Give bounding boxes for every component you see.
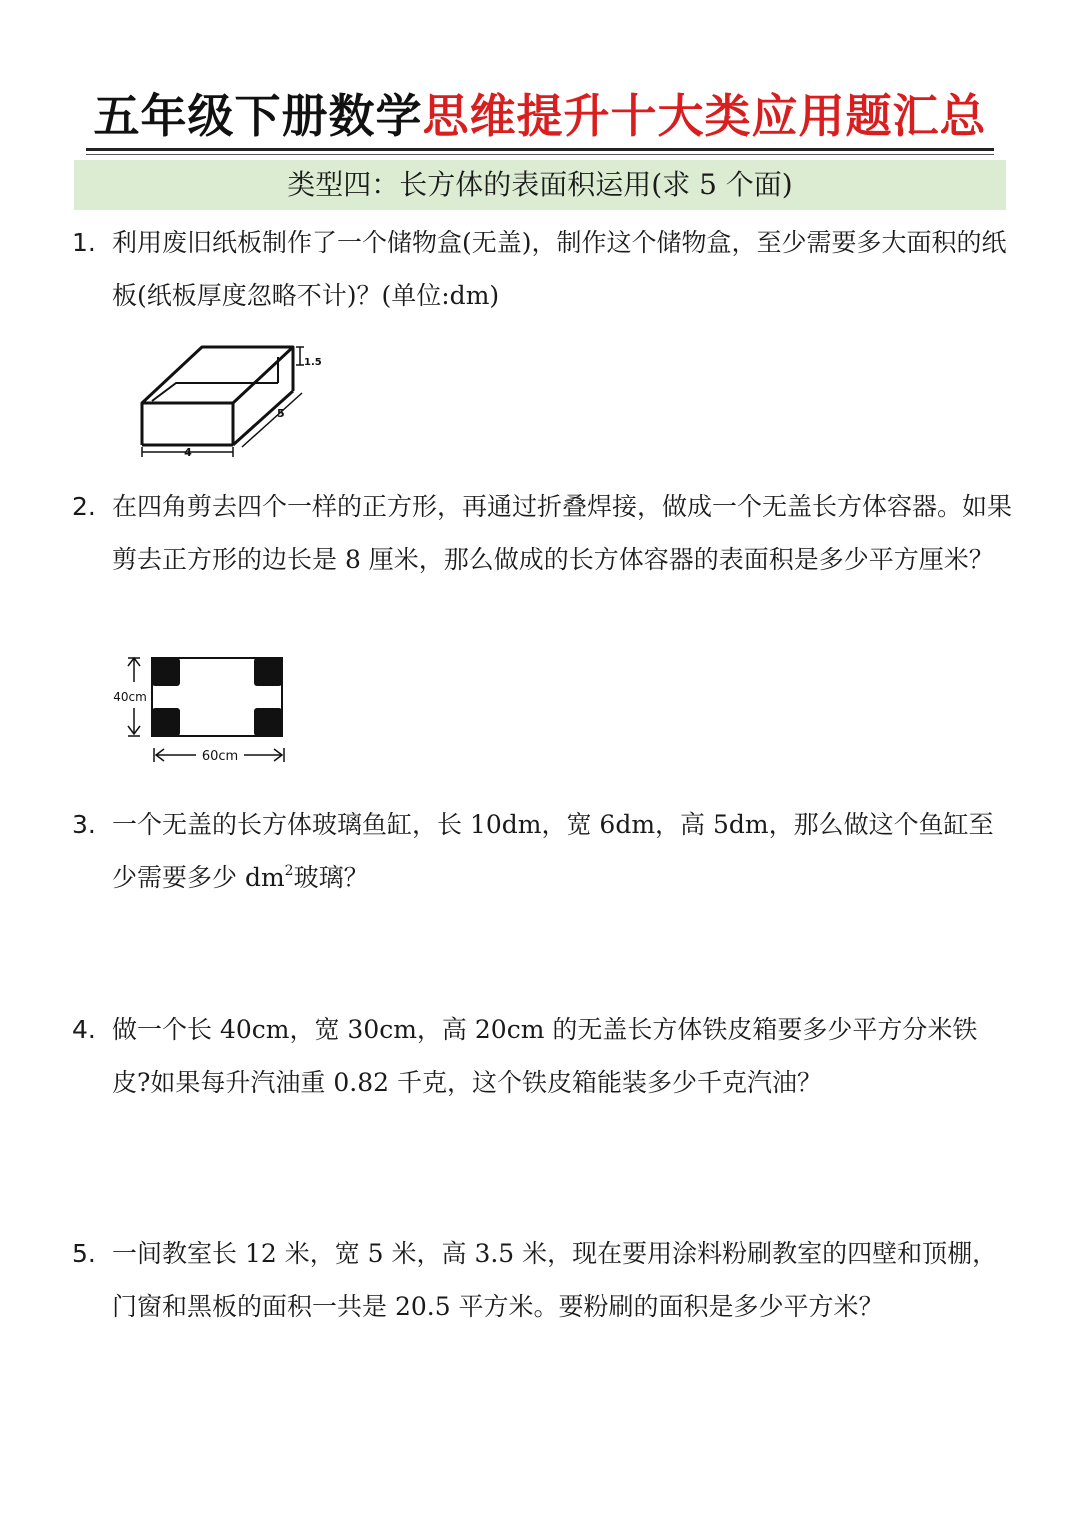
width-label: 5 [277, 407, 285, 420]
question-5 [72, 1227, 1012, 1333]
section-banner: 类型四：长方体的表面积运用(求 5 个面) [74, 160, 1006, 210]
corner-square [254, 658, 282, 686]
height-label: 1.5 [304, 357, 322, 368]
open-box-figure [130, 335, 330, 460]
question-number: 2. [72, 492, 96, 521]
question-text: 在四角剪去四个一样的正方形，再通过折叠焊接，做成一个无盖长方体容器。如果剪去正方形的边长是 8 厘米，那么做成的长方体容器的表面积是多少平方厘米？ [112, 492, 1013, 574]
corner-square [254, 708, 282, 736]
question-1 [72, 216, 1012, 322]
sheet-height-label: 40cm [113, 690, 147, 704]
corner-square [152, 658, 180, 686]
question-text: 做一个长 40cm，宽 30cm，高 20cm 的无盖长方体铁皮箱要多少平方分米铁皮?如果每升汽油重 0.82 千克，这个铁皮箱能装多少千克汽油？ [112, 1015, 978, 1097]
sheet-width-label: 60cm [201, 749, 239, 764]
sheet-cut-corners-figure [108, 650, 298, 770]
page-title [0, 86, 1080, 146]
question-2 [72, 480, 1012, 586]
question-text-part: 玻璃？ [293, 863, 369, 892]
title-underline-thin [86, 154, 994, 155]
title-black-part: 五年级下册数学 [93, 89, 423, 143]
question-number: 3. [72, 810, 96, 839]
length-label: 4 [184, 446, 192, 459]
question-3 [72, 798, 1012, 904]
question-text [112, 798, 1012, 904]
question-text: 一间教室长 12 米，宽 5 米，高 3.5 米，现在要用涂料粉刷教室的四壁和顶棚，门窗和黑板的面积一共是 20.5 平方米。要粉刷的面积是多少平方米？ [112, 1239, 998, 1321]
superscript: 2 [284, 863, 294, 879]
question-text: 利用废旧纸板制作了一个储物盒(无盖)，制作这个储物盒，至少需要多大面积的纸板(纸板厚度忽略不计)？(单位:dm) [112, 228, 1007, 310]
question-text-part: 一个无盖的长方体玻璃鱼缸，长 10dm，宽 6dm，高 5dm，那么做这个鱼缸至少需要多少 dm [112, 810, 994, 892]
title-underline [86, 148, 994, 151]
question-4 [72, 1003, 1012, 1109]
question-number: 4. [72, 1015, 96, 1044]
question-number: 1. [72, 228, 96, 257]
question-number: 5. [72, 1239, 96, 1268]
title-red-part: 思维提升十大类应用题汇总 [422, 89, 987, 143]
corner-square [152, 708, 180, 736]
